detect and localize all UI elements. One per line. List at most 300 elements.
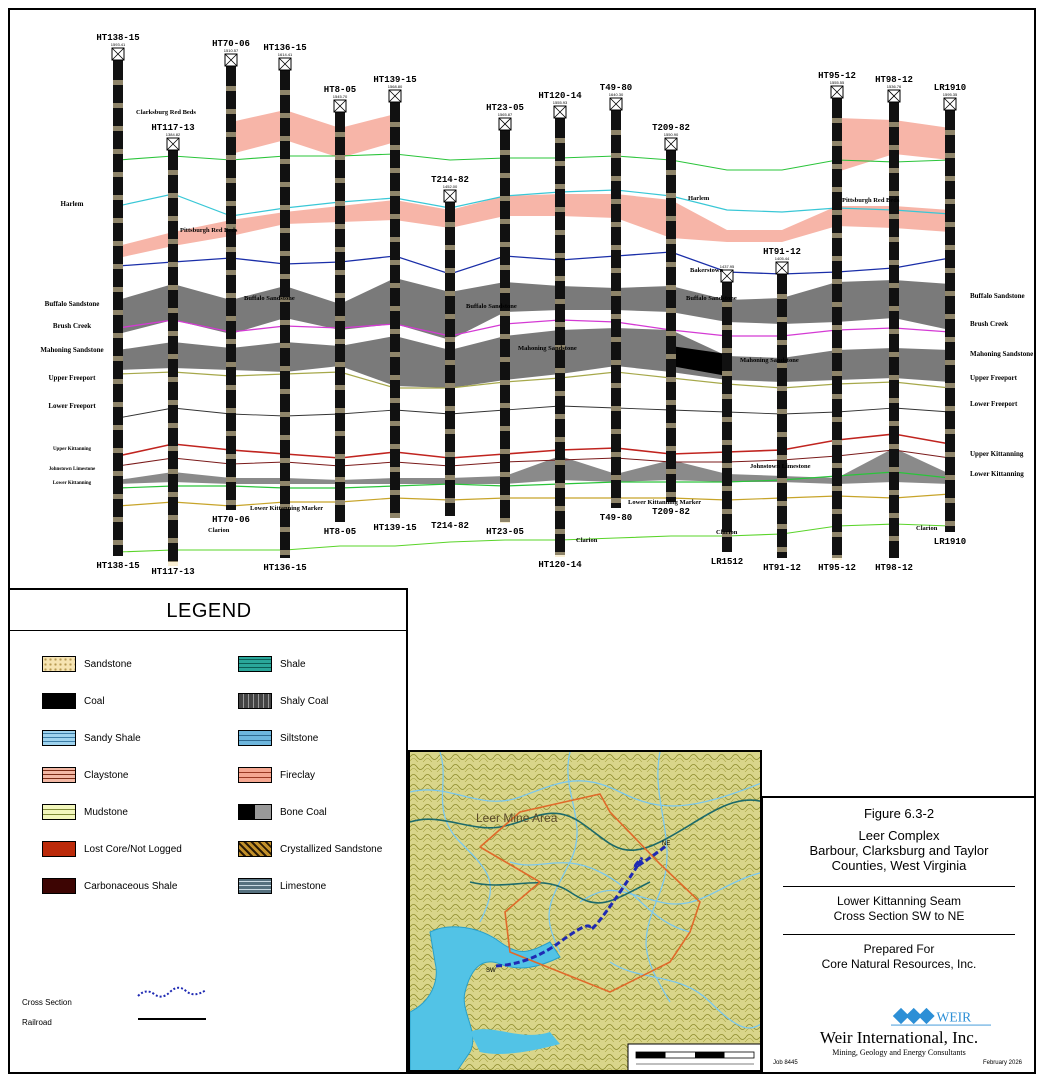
- sandstone-interval: [445, 383, 455, 388]
- inline-unit-label: Lower Kittanning Marker: [628, 499, 702, 506]
- figure-date: February 2026: [982, 1060, 1022, 1066]
- sandstone-interval: [113, 540, 123, 545]
- sandstone-interval: [666, 193, 676, 198]
- legend-cross-section-label: Cross Section: [22, 998, 72, 1007]
- sandstone-interval: [168, 216, 178, 221]
- sandstone-interval: [945, 383, 955, 388]
- sandstone-interval: [777, 294, 787, 299]
- legend-label: Shaly Coal: [280, 695, 329, 707]
- figure-number: Figure 6.3-2: [863, 806, 935, 821]
- sandstone-interval: [555, 184, 565, 189]
- sandstone-interval: [945, 153, 955, 158]
- inline-unit-label: Mahoning Sandstone: [518, 345, 577, 352]
- sandstone-interval: [500, 196, 510, 201]
- sandstone-interval: [666, 354, 676, 359]
- well-bottom-label: HT138-15: [96, 561, 140, 571]
- legend-label: Lost Core/Not Logged: [84, 843, 182, 855]
- sandstone-interval: [113, 264, 123, 269]
- sandstone-interval: [889, 352, 899, 357]
- sandstone-interval: [113, 103, 123, 108]
- sandstone-interval: [611, 222, 621, 227]
- sandstone-interval: [280, 366, 290, 371]
- sandstone-interval: [889, 168, 899, 173]
- well-column: [212, 39, 250, 525]
- well-elevation: 1595.35: [942, 92, 958, 97]
- sandstone-interval: [889, 421, 899, 426]
- well-bottom-label: HT117-13: [151, 567, 195, 577]
- weir-logo-text: WEIR: [936, 1009, 972, 1025]
- horizon-label-right: Lower Freeport: [970, 400, 1018, 408]
- sandstone-interval: [889, 329, 899, 334]
- sandstone-interval: [280, 550, 290, 555]
- sandstone-interval: [335, 500, 345, 505]
- sandstone-interval: [335, 201, 345, 206]
- lower-freeport-line: [118, 406, 950, 418]
- sandstone-interval: [889, 237, 899, 242]
- sandstone-interval: [832, 302, 842, 307]
- sandstone-interval: [226, 109, 236, 114]
- sandstone-interval: [226, 316, 236, 321]
- well-bottom-label: HT23-05: [486, 527, 524, 537]
- sandstone-interval: [280, 527, 290, 532]
- sandstone-interval: [500, 426, 510, 431]
- sandstone-interval: [280, 159, 290, 164]
- sandstone-interval: [280, 136, 290, 141]
- well-top-label: LR1910: [933, 83, 967, 93]
- sandstone-interval: [113, 287, 123, 292]
- legend-item: [42, 693, 105, 709]
- well-top-label: HT98-12: [875, 75, 913, 85]
- kittanning-gray-unit: [118, 448, 950, 484]
- sandstone-interval: [113, 149, 123, 154]
- sandstone-interval: [168, 377, 178, 382]
- horizon-label-right: Buffalo Sandstone: [970, 292, 1025, 300]
- sandstone-interval: [335, 431, 345, 436]
- sandstone-interval: [889, 191, 899, 196]
- legend-item: [238, 693, 328, 709]
- sandstone-interval: [445, 498, 455, 503]
- sandstone-interval: [168, 469, 178, 474]
- legend-item: [238, 730, 318, 746]
- sandstone-interval: [226, 201, 236, 206]
- well-bottom-label: T214-82: [431, 521, 469, 531]
- sandstone-interval: [280, 205, 290, 210]
- sandstone-interval: [500, 265, 510, 270]
- sandstone-interval: [113, 356, 123, 361]
- company-tagline: Mining, Geology and Energy Consultants: [832, 1048, 966, 1057]
- sandstone-interval: [390, 145, 400, 150]
- sandstone-interval: [226, 155, 236, 160]
- sandstone-interval: [390, 214, 400, 219]
- sandstone-interval: [113, 333, 123, 338]
- sandstone-interval: [390, 398, 400, 403]
- sw-label: SW: [486, 968, 496, 974]
- legend-label: Sandy Shale: [84, 732, 141, 744]
- sandstone-interval: [168, 538, 178, 543]
- well-log-column: [945, 110, 955, 532]
- sandstone-interval: [555, 161, 565, 166]
- sandstone-interval: [390, 283, 400, 288]
- sandstone-interval: [666, 423, 676, 428]
- sandstone-interval: [168, 561, 178, 566]
- sandstone-interval: [226, 477, 236, 482]
- horizon-label-right: Lower Kittanning: [970, 470, 1024, 478]
- legend-label: Shale: [280, 658, 306, 670]
- sandstone-interval: [666, 469, 676, 474]
- sandstone-interval: [945, 498, 955, 503]
- company-name: Weir International, Inc.: [819, 1028, 979, 1047]
- sandstone-interval: [611, 337, 621, 342]
- sandstone-interval: [945, 314, 955, 319]
- legend-title: LEGEND: [166, 600, 252, 622]
- sandstone-interval: [832, 486, 842, 491]
- sandstone-interval: [113, 471, 123, 476]
- sandstone-interval: [335, 293, 345, 298]
- sandstone-interval: [113, 218, 123, 223]
- well-elevation: 1545.70: [332, 94, 348, 99]
- sandstone-interval: [777, 432, 787, 437]
- legend-label: Coal: [84, 695, 105, 707]
- sandstone-interval: [889, 375, 899, 380]
- sandstone-interval: [945, 406, 955, 411]
- sandstone-interval: [666, 262, 676, 267]
- sandstone-interval: [168, 331, 178, 336]
- inline-unit-label: Mahoning Sandstone: [740, 357, 799, 364]
- sandstone-interval: [666, 285, 676, 290]
- sandstone-interval: [889, 536, 899, 541]
- sandstone-interval: [611, 130, 621, 135]
- sandstone-interval: [390, 329, 400, 334]
- cross-section-diagram: [10, 10, 1034, 588]
- sandstone-interval: [945, 222, 955, 227]
- sandstone-interval: [113, 402, 123, 407]
- sandstone-interval: [832, 210, 842, 215]
- well-elevation: 1550.90: [663, 132, 679, 137]
- scale-bar: [628, 1044, 762, 1072]
- sandstone-interval: [832, 233, 842, 238]
- horizon-label-left: Lower Kittanning: [52, 481, 92, 486]
- inline-unit-label: Johnstown Limestone: [750, 463, 811, 470]
- sandstone-interval: [335, 339, 345, 344]
- sandstone-interval: [390, 122, 400, 127]
- horizon-label-left: Brush Creek: [52, 322, 92, 330]
- sandstone-interval: [611, 360, 621, 365]
- well-top-label: HT23-05: [486, 103, 524, 113]
- sandstone-interval: [445, 291, 455, 296]
- well-top-label: T209-82: [652, 123, 690, 133]
- sandstone-interval: [777, 409, 787, 414]
- sandstone-interval: [945, 199, 955, 204]
- sandstone-interval: [168, 193, 178, 198]
- inline-unit-label: Buffalo Sandstone: [244, 295, 295, 302]
- sandstone-interval: [335, 178, 345, 183]
- well-elevation: 1614.41: [277, 52, 293, 57]
- sandstone-interval: [113, 517, 123, 522]
- well-bottom-label: HT139-15: [373, 523, 417, 533]
- sandstone-interval: [280, 113, 290, 118]
- sandstone-interval: [555, 207, 565, 212]
- sandstone-interval: [500, 334, 510, 339]
- sandstone-interval: [226, 178, 236, 183]
- sandstone-interval: [666, 377, 676, 382]
- sandstone-interval: [168, 423, 178, 428]
- sandstone-interval: [945, 176, 955, 181]
- sandstone-interval: [445, 222, 455, 227]
- sandstone-interval: [445, 268, 455, 273]
- sandstone-interval: [777, 340, 787, 345]
- sandstone-interval: [945, 337, 955, 342]
- inline-unit-label: Clarion: [208, 527, 230, 534]
- sandstone-interval: [555, 299, 565, 304]
- sandstone-interval: [832, 279, 842, 284]
- legend-item: [238, 841, 382, 857]
- sandstone-interval: [889, 444, 899, 449]
- sandstone-interval: [390, 375, 400, 380]
- sandstone-interval: [445, 475, 455, 480]
- sandstone-interval: [445, 360, 455, 365]
- sandstone-interval: [168, 515, 178, 520]
- legend-item: [238, 878, 326, 894]
- sandstone-interval: [226, 362, 236, 367]
- leer-mine-area-label: Leer Mine Area: [476, 811, 558, 825]
- sandstone-interval: [832, 141, 842, 146]
- sandstone-interval: [280, 182, 290, 187]
- sandstone-interval: [335, 270, 345, 275]
- sandstone-interval: [500, 357, 510, 362]
- mahoning-sandstone-band: [118, 328, 950, 388]
- well-bottom-label: HT8-05: [323, 527, 357, 537]
- sandstone-interval: [722, 463, 732, 468]
- well-bottom-label: T209-82: [652, 507, 690, 517]
- inline-unit-label: Pittsburgh Red Beds: [180, 227, 238, 234]
- sandstone-interval: [666, 492, 676, 497]
- well-bottom-label: T49-80: [599, 513, 633, 523]
- sandstone-interval: [777, 524, 787, 529]
- sandstone-interval: [113, 425, 123, 430]
- inline-unit-label: Clarion: [716, 529, 738, 536]
- sandstone-interval: [226, 293, 236, 298]
- well-elevation: 1640.30: [608, 92, 624, 97]
- sandstone-interval: [722, 486, 732, 491]
- sandstone-interval: [832, 256, 842, 261]
- sandstone-interval: [666, 331, 676, 336]
- sandstone-interval: [889, 467, 899, 472]
- clarksburg-red-beds-band: [231, 110, 395, 158]
- horizon-label-right: Mahoning Sandstone: [970, 350, 1034, 358]
- sandstone-interval: [611, 268, 621, 273]
- sandstone-interval: [722, 394, 732, 399]
- well-bottom-label: HT120-14: [538, 560, 582, 570]
- sandstone-interval: [611, 245, 621, 250]
- inline-unit-label: Buffalo Sandstone: [466, 303, 517, 310]
- well-column: [652, 123, 690, 517]
- well-top-label: HT95-12: [818, 71, 856, 81]
- sandstone-interval: [390, 421, 400, 426]
- sandstone-interval: [722, 348, 732, 353]
- sandstone-interval: [226, 132, 236, 137]
- sandstone-interval: [555, 368, 565, 373]
- sandstone-interval: [500, 518, 510, 523]
- sandstone-interval: [832, 555, 842, 560]
- sandstone-interval: [335, 408, 345, 413]
- upper-green-line: [118, 154, 950, 170]
- sandstone-interval: [280, 274, 290, 279]
- well-bottom-label: HT136-15: [263, 563, 307, 573]
- title-divider-1: [783, 886, 1015, 887]
- sandstone-interval: [832, 440, 842, 445]
- stratigraphic-bands: [118, 110, 950, 484]
- legend-label: Crystallized Sandstone: [280, 843, 383, 855]
- sandstone-interval: [555, 253, 565, 258]
- sandstone-interval: [226, 431, 236, 436]
- sandstone-interval: [168, 262, 178, 267]
- well-elevation: 1568.80: [387, 84, 403, 89]
- project-line-1: Leer Complex: [858, 828, 940, 843]
- title-block: [762, 796, 1034, 1072]
- sandstone-interval: [113, 195, 123, 200]
- legend-swatch: [42, 804, 76, 820]
- sandstone-interval: [777, 317, 787, 322]
- sandstone-interval: [611, 291, 621, 296]
- sandstone-interval: [832, 118, 842, 123]
- legend-railroad-label: Railroad: [22, 1018, 52, 1027]
- sandstone-interval: [390, 513, 400, 518]
- sandstone-interval: [390, 168, 400, 173]
- sandstone-interval: [113, 494, 123, 499]
- sandstone-interval: [889, 122, 899, 127]
- horizon-label-right: Upper Freeport: [970, 374, 1017, 382]
- well-bottom-label: HT91-12: [763, 563, 801, 573]
- well-elevation: 1593.41: [110, 42, 126, 47]
- sandstone-interval: [945, 291, 955, 296]
- sandstone-interval: [555, 552, 565, 557]
- legend-swatch: [238, 693, 272, 709]
- sandstone-interval: [113, 172, 123, 177]
- horizon-label-left: Upper Kittanning: [52, 447, 92, 452]
- well-bottom-label: HT98-12: [875, 563, 913, 573]
- well-top-label: HT117-13: [151, 123, 195, 133]
- horizon-labels-left: [40, 200, 103, 486]
- legend-item: [238, 804, 327, 820]
- well-elevation: 1405.44: [774, 256, 790, 261]
- well-elevation: 1437.95: [719, 264, 735, 269]
- well-top-label: HT70-06: [212, 39, 250, 49]
- sandstone-interval: [226, 454, 236, 459]
- inline-unit-label: Bakerstown: [690, 267, 724, 274]
- legend-item: [42, 767, 128, 783]
- sandstone-interval: [500, 472, 510, 477]
- legend-item: [42, 878, 177, 894]
- sandstone-interval: [500, 219, 510, 224]
- sandstone-interval: [832, 164, 842, 169]
- sandstone-interval: [777, 501, 787, 506]
- sandstone-interval: [832, 325, 842, 330]
- legend-label: Carbonaceous Shale: [84, 880, 178, 892]
- sandstone-interval: [335, 477, 345, 482]
- sandstone-interval: [335, 132, 345, 137]
- sandstone-interval: [113, 379, 123, 384]
- sandstone-interval: [832, 394, 842, 399]
- sandstone-interval: [335, 224, 345, 229]
- sandstone-interval: [335, 454, 345, 459]
- sandstone-interval: [113, 310, 123, 315]
- sandstone-interval: [832, 371, 842, 376]
- seam-line-2: Cross Section SW to NE: [833, 909, 965, 923]
- well-elevation: 1555.93: [552, 100, 568, 105]
- sandstone-interval: [500, 173, 510, 178]
- sandstone-interval: [555, 138, 565, 143]
- sandstone-interval: [889, 283, 899, 288]
- sandstone-interval: [777, 478, 787, 483]
- sandstone-interval: [280, 435, 290, 440]
- horizon-label-left: Johnstown Limestone: [48, 467, 96, 472]
- well-top-label: HT139-15: [373, 75, 417, 85]
- sandstone-interval: [500, 449, 510, 454]
- sandstone-interval: [832, 187, 842, 192]
- legend-swatch: [42, 767, 76, 783]
- sandstone-interval: [945, 429, 955, 434]
- sandstone-interval: [777, 547, 787, 552]
- sandstone-interval: [280, 458, 290, 463]
- sandstone-interval: [390, 306, 400, 311]
- sandstone-interval: [666, 308, 676, 313]
- sandstone-interval: [335, 247, 345, 252]
- sandstone-interval: [555, 460, 565, 465]
- sandstone-interval: [445, 452, 455, 457]
- sandstone-interval: [168, 285, 178, 290]
- horizon-label-right: Brush Creek: [970, 320, 1009, 328]
- sandstone-interval: [555, 414, 565, 419]
- sandstone-interval: [555, 529, 565, 534]
- legend-label: Sandstone: [84, 658, 132, 670]
- sandstone-interval: [555, 483, 565, 488]
- pittsburgh-coal-line: [118, 252, 950, 274]
- legend-item: [238, 656, 306, 672]
- well-elevation: 1452.00: [442, 184, 458, 189]
- sandstone-interval: [113, 241, 123, 246]
- sandstone-interval: [722, 371, 732, 376]
- legend-item: [42, 730, 141, 746]
- sandstone-interval: [945, 521, 955, 526]
- ne-label: NE: [662, 841, 671, 847]
- seam-line-1: Lower Kittanning Seam: [836, 894, 962, 908]
- project-line-3: Counties, West Virginia: [831, 858, 967, 873]
- sandstone-interval: [889, 490, 899, 495]
- sandstone-interval: [280, 90, 290, 95]
- sandstone-interval: [168, 400, 178, 405]
- well-elevation: 1565.87: [497, 112, 513, 117]
- prepared-line-2: Core Natural Resources, Inc.: [821, 957, 977, 971]
- horizon-label-left: Upper Freeport: [48, 374, 96, 382]
- project-line-2: Barbour, Clarksburg and Taylor: [809, 843, 989, 858]
- sandstone-interval: [226, 247, 236, 252]
- sandstone-interval: [168, 446, 178, 451]
- sandstone-interval: [390, 490, 400, 495]
- sandstone-interval: [280, 412, 290, 417]
- legend-label: Fireclay: [280, 769, 316, 781]
- sandstone-interval: [113, 80, 123, 85]
- sandstone-interval: [611, 176, 621, 181]
- well-bottom-label: LR1910: [933, 537, 967, 547]
- well-top-label: HT120-14: [538, 91, 582, 101]
- legend-swatch: [238, 730, 272, 746]
- sandstone-interval: [226, 339, 236, 344]
- sandstone-interval: [280, 343, 290, 348]
- location-map-graphic: [410, 752, 762, 1072]
- sandstone-interval: [280, 481, 290, 486]
- sandstone-interval: [390, 237, 400, 242]
- legend-swatch: [238, 804, 272, 820]
